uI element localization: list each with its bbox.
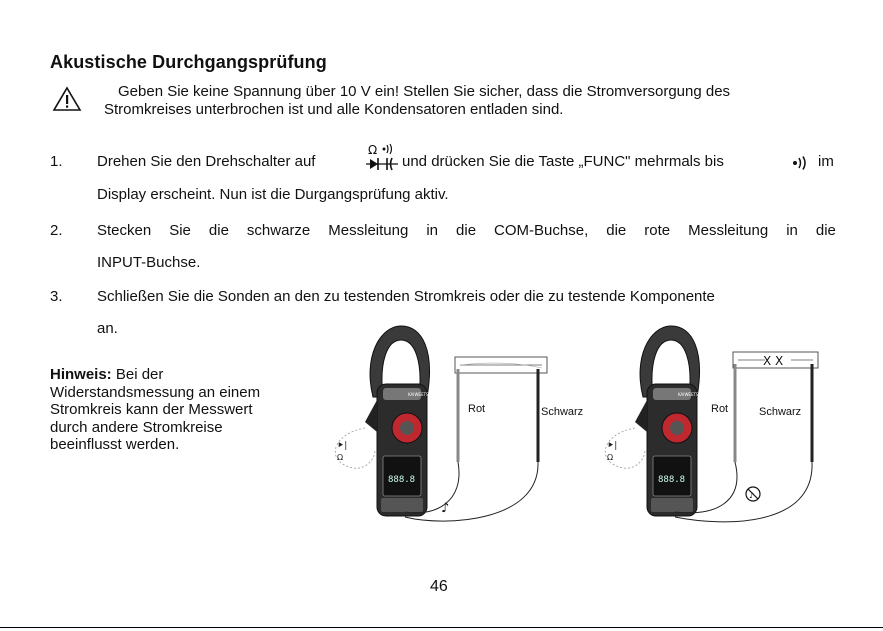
beep-note-icon: ♪ bbox=[441, 501, 450, 516]
svg-text:♪: ♪ bbox=[749, 491, 755, 500]
dial-position-symbol-icon bbox=[366, 143, 400, 173]
step3-text-line2: an. bbox=[97, 320, 118, 337]
step-number: 3. bbox=[50, 288, 63, 305]
svg-text:Ω: Ω bbox=[607, 453, 614, 462]
word: Messleitung bbox=[688, 222, 769, 239]
step2-text-line2: INPUT-Buchse. bbox=[97, 254, 201, 271]
word: in bbox=[786, 222, 798, 239]
footer-divider bbox=[0, 627, 883, 628]
hint-note bbox=[50, 366, 260, 454]
hint-label: Hinweis: bbox=[50, 366, 112, 383]
word: rote bbox=[644, 222, 671, 239]
word: COM-Buchse, bbox=[494, 222, 589, 239]
hint-text: Widerstandsmessung an einem bbox=[50, 383, 261, 401]
continuity-test-diagram bbox=[325, 322, 845, 547]
step2-text-line1 bbox=[97, 222, 836, 239]
word: die bbox=[815, 222, 836, 239]
meter-display: 888.8 bbox=[658, 475, 686, 485]
hint-text: Bei der bbox=[115, 366, 164, 383]
warning-text-line1: Geben Sie keine Spannung über 10 V ein! Stellen Sie sicher, dass die Stromversorgung des bbox=[118, 83, 731, 100]
clamp-meter bbox=[365, 326, 429, 516]
probe-black-label: Schwarz bbox=[541, 406, 584, 418]
svg-text:Ω: Ω bbox=[337, 453, 344, 462]
hint-text: beeinflusst werden. bbox=[50, 436, 180, 453]
word: die bbox=[208, 222, 229, 239]
page-number: 46 bbox=[430, 578, 448, 595]
warning-text-line2: Stromkreises unterbrochen ist und alle Kondensatoren entladen sind. bbox=[104, 101, 564, 118]
step-number: 2. bbox=[50, 222, 63, 239]
word: die bbox=[606, 222, 627, 239]
step1-text-a: Drehen Sie den Drehschalter auf bbox=[97, 153, 316, 170]
word: Messleitung bbox=[328, 222, 409, 239]
step1-text-b: und drücken Sie die Taste „FUNC" mehrmals bis bbox=[402, 153, 724, 170]
svg-text:Ω: Ω bbox=[368, 143, 378, 157]
word: die bbox=[456, 222, 477, 239]
word: schwarze bbox=[246, 222, 311, 239]
warning-triangle-icon bbox=[52, 86, 82, 112]
word: in bbox=[426, 222, 439, 239]
probe-black-label: Schwarz bbox=[759, 406, 802, 418]
step1-text-line2: Display erscheint. Nun ist die Durgangsprüfung aktiv. bbox=[97, 186, 449, 203]
svg-text:⯈|: ⯈| bbox=[607, 441, 618, 451]
clamp-meter-illustration bbox=[325, 322, 845, 547]
step-number: 1. bbox=[50, 153, 63, 170]
svg-text:⯈|: ⯈| bbox=[337, 441, 348, 451]
meter-brand: KAIWEETS bbox=[408, 392, 429, 397]
svg-text:X X: X X bbox=[763, 354, 784, 368]
section-title: Akustische Durchgangsprüfung bbox=[50, 52, 327, 72]
word: Sie bbox=[169, 222, 191, 239]
step3-text-line1: Schließen Sie die Sonden an den zu testenden Stromkreis oder die zu testende Komponente bbox=[97, 288, 715, 305]
meter-brand: KAIWEETS bbox=[678, 392, 699, 397]
step1-text-c: im bbox=[818, 153, 834, 170]
clamp-meter bbox=[635, 326, 699, 516]
probe-red-label: Rot bbox=[468, 403, 486, 415]
meter-display: 888.8 bbox=[388, 475, 416, 485]
word: Stecken bbox=[97, 222, 152, 239]
hint-text: Stromkreis kann der Messwert bbox=[50, 401, 253, 418]
probe-red-label: Rot bbox=[711, 403, 729, 415]
hint-text: durch andere Stromkreise bbox=[50, 418, 223, 436]
continuity-beep-icon bbox=[792, 156, 810, 170]
